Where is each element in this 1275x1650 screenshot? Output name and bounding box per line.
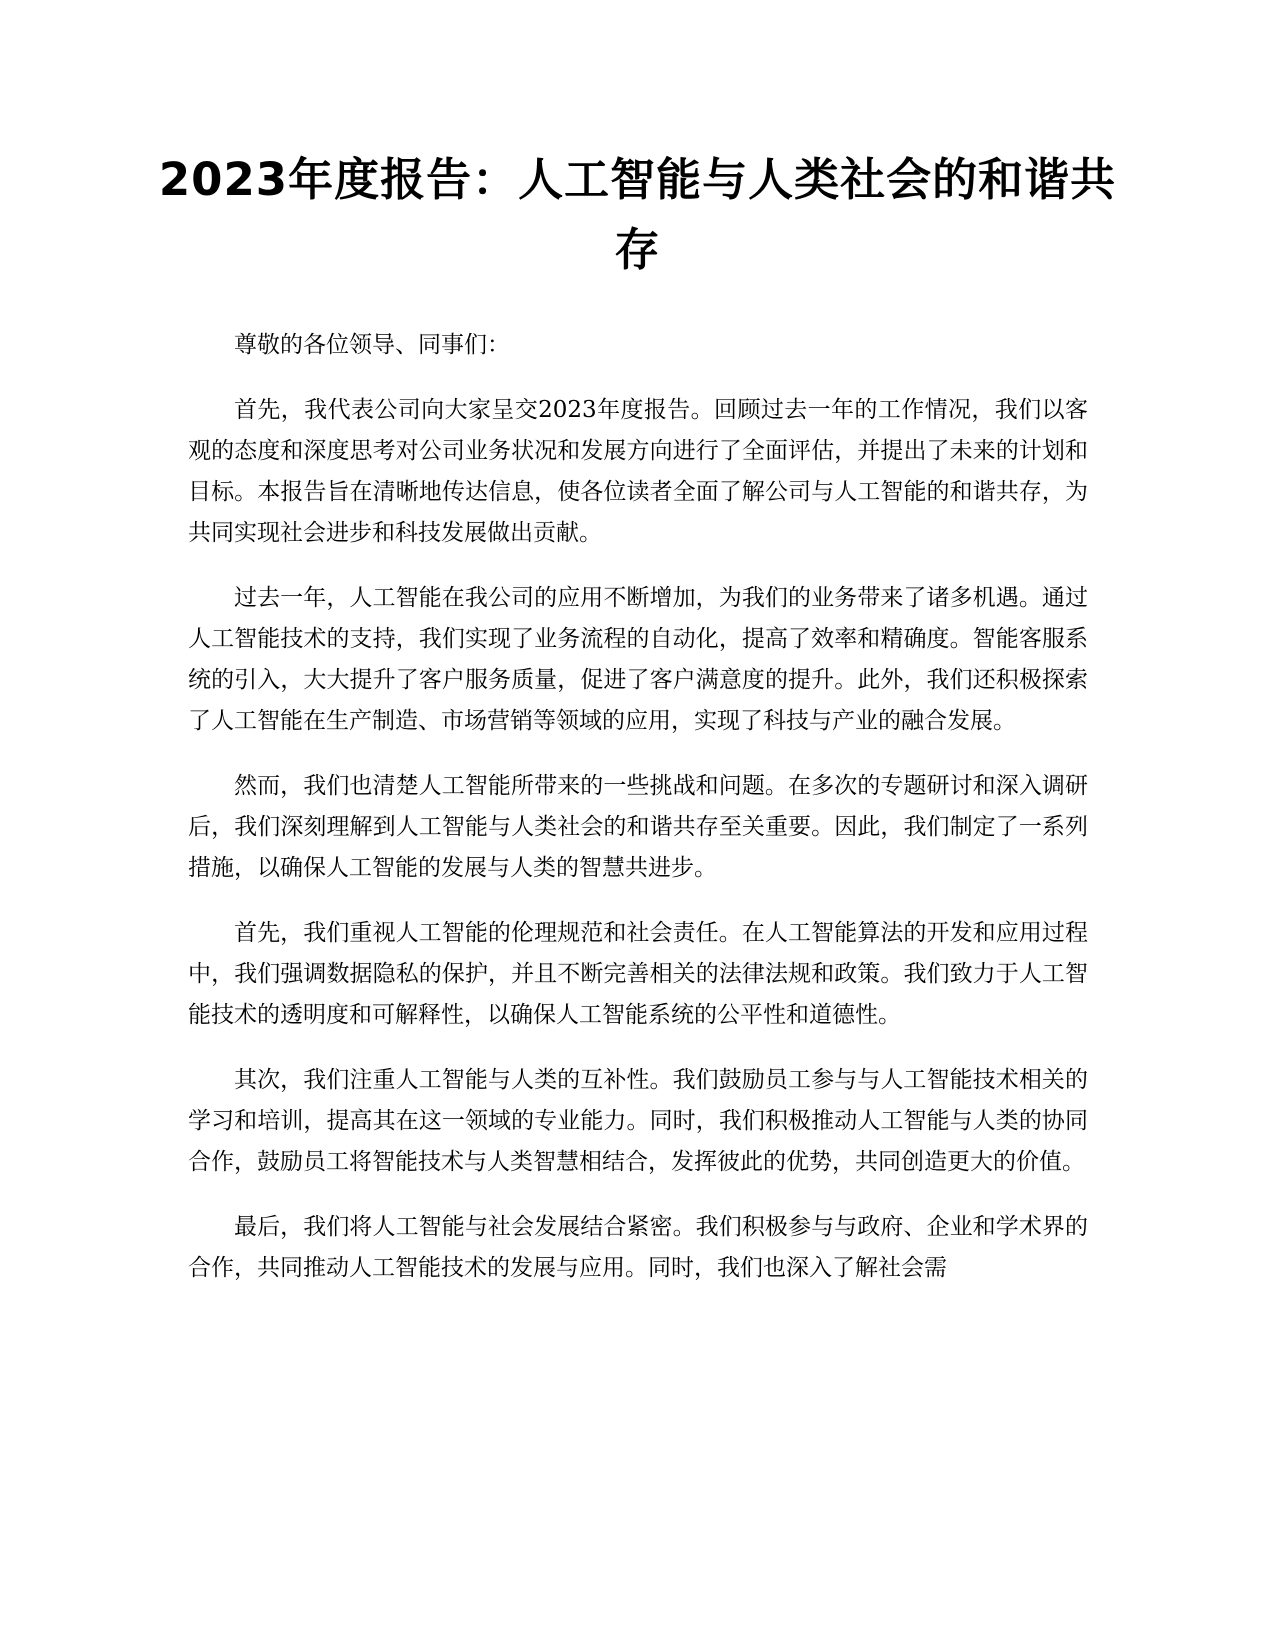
intro-paragraph: 首先，我代表公司向大家呈交2023年度报告。回顾过去一年的工作情况，我们以客观的态度和深度思考对公司业务状况和发展方向进行了全面评估，并提出了未来的计划和目标。本报告旨在清晰地传达信息，使各位读者全面了解公司与人工智能的和谐共存，为共同实现社会进步和科技发展做出贡献。 xyxy=(188,397,1088,546)
ethics-paragraph: 首先，我们重视人工智能的伦理规范和社会责任。在人工智能算法的开发和应用过程中，我们强调数据隐私的保护，并且不断完善相关的法律法规和政策。我们致力于人工智能技术的透明度和可解释性，以确保人工智能系统的公平性和道德性。 xyxy=(188,920,1088,1028)
ai-application-paragraph: 过去一年，人工智能在我公司的应用不断增加，为我们的业务带来了诸多机遇。通过人工智能技术的支持，我们实现了业务流程的自动化，提高了效率和精确度。智能客服系统的引入，大大提升了客户服务质量，促进了客户满意度的提升。此外，我们还积极探索了人工智能在生产制造、市场营销等领域的应用，实现了科技与产业的融合发展。 xyxy=(188,585,1088,734)
complementarity-paragraph: 其次，我们注重人工智能与人类的互补性。我们鼓励员工参与与人工智能技术相关的学习和培训，提高其在这一领域的专业能力。同时，我们积极推动人工智能与人类的协同合作，鼓励员工将智能技术与人类智慧相结合，发挥彼此的优势，共同创造更大的价值。 xyxy=(188,1067,1088,1175)
document-title: 2023年度报告：人工智能与人类社会的和谐共存 xyxy=(158,153,1117,276)
greeting-paragraph: 尊敬的各位领导、同事们： xyxy=(234,332,510,358)
social-development-paragraph: 最后，我们将人工智能与社会发展结合紧密。我们积极参与与政府、企业和学术界的合作，共同推动人工智能技术的发展与应用。同时，我们也深入了解社会需 xyxy=(188,1214,1088,1281)
document-body xyxy=(188,325,1088,1313)
challenges-paragraph: 然而，我们也清楚人工智能所带来的一些挑战和问题。在多次的专题研讨和深入调研后，我们深刻理解到人工智能与人类社会的和谐共存至关重要。因此，我们制定了一系列措施，以确保人工智能的发展与人类的智慧共进步。 xyxy=(188,773,1088,881)
